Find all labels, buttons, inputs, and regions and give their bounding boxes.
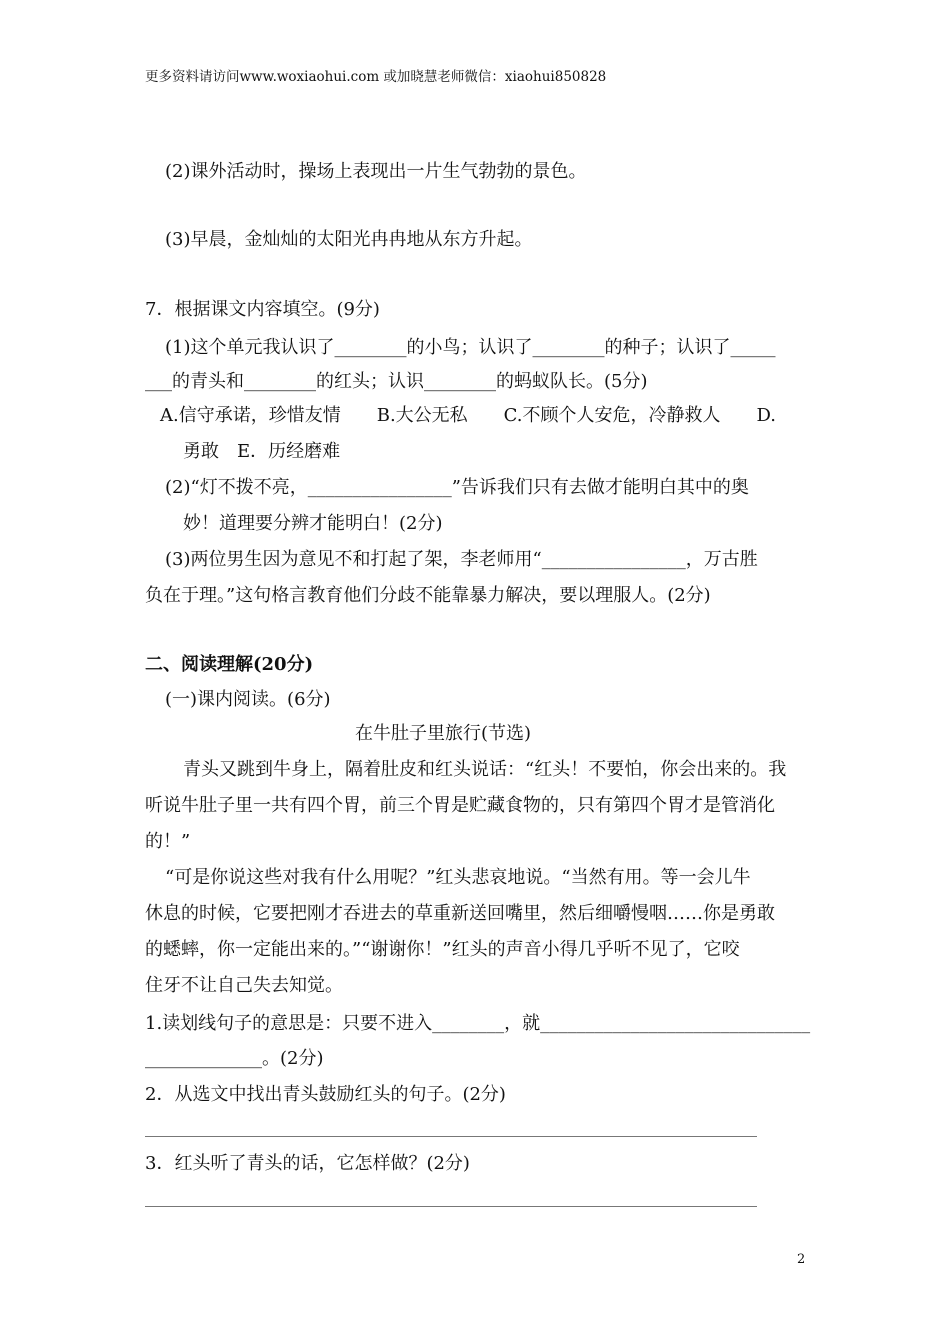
subsection-1-heading: (一)课内阅读。(6分) [165, 689, 331, 710]
page-number: 2 [797, 1252, 806, 1267]
reading-question-2: 2．从选文中找出青头鼓励红头的句子。(2分) [145, 1084, 506, 1105]
reading-question-1-line-2: _____________。(2分) [145, 1048, 324, 1069]
passage-title: 在牛肚子里旅行(节选) [355, 723, 532, 744]
answer-line-2 [145, 1136, 757, 1137]
question-7-part-1-line-2: ___的青头和________的红头；认识________的蚂蚁队长。(5分) [145, 371, 648, 392]
passage-line-7: 住牙不让自己失去知觉。 [145, 975, 343, 996]
question-7-part-2-line-1: (2)“灯不拨不亮，________________”告诉我们只有去做才能明白其中的奥 [165, 477, 749, 498]
passage-line-6: 的蟋蟀，你一定能出来的。”“谢谢你！”红头的声音小得几乎听不见了，它咬 [145, 939, 740, 960]
question-7-options-line-1: A.信守承诺，珍惜友情 B.大公无私 C.不顾个人安危，冷静救人 D. [160, 405, 777, 426]
passage-line-5: 休息的时候，它要把刚才吞进去的草重新送回嘴里，然后细嚼慢咽……你是勇敢 [145, 903, 775, 924]
question-6-item-2: (2)课外活动时，操场上表现出一片生气勃勃的景色。 [165, 161, 587, 182]
passage-line-1: 青头又跳到牛身上，隔着肚皮和红头说话：“红头！不要怕，你会出来的。我 [183, 759, 787, 780]
answer-line-3 [145, 1206, 757, 1207]
reading-question-1-line-1: 1.读划线句子的意思是：只要不进入________，就______________________________ [145, 1013, 811, 1034]
question-7-part-1-line-1: (1)这个单元我认识了________的小鸟；认识了________的种子；认识了_____ [165, 337, 776, 358]
section-2-heading: 二、阅读理解(20分) [145, 654, 314, 675]
question-7-title: 7．根据课文内容填空。(9分) [145, 299, 380, 320]
passage-line-4: “可是你说这些对我有什么用呢？”红头悲哀地说。“当然有用。等一会儿牛 [165, 867, 751, 888]
question-7-part-2-line-2: 妙！道理要分辨才能明白！(2分) [183, 513, 443, 534]
question-7-part-3-line-2: 负在于理。”这句格言教育他们分歧不能靠暴力解决，要以理服人。(2分) [145, 585, 711, 606]
page-header: 更多资料请访问www.woxiaohui.com 或加晓慧老师微信：xiaohui850828 [145, 69, 607, 85]
reading-question-3: 3．红头听了青头的话，它怎样做？(2分) [145, 1153, 470, 1174]
question-6-item-3: (3)早晨，金灿灿的太阳光冉冉地从东方升起。 [165, 229, 533, 250]
question-7-options-line-2: 勇敢 E．历经磨难 [183, 441, 341, 462]
passage-line-2: 听说牛肚子里一共有四个胃，前三个胃是贮藏食物的，只有第四个胃才是管消化 [145, 795, 775, 816]
passage-line-3: 的！” [145, 831, 191, 852]
question-7-part-3-line-1: (3)两位男生因为意见不和打起了架，李老师用“________________，万古胜 [165, 549, 758, 570]
